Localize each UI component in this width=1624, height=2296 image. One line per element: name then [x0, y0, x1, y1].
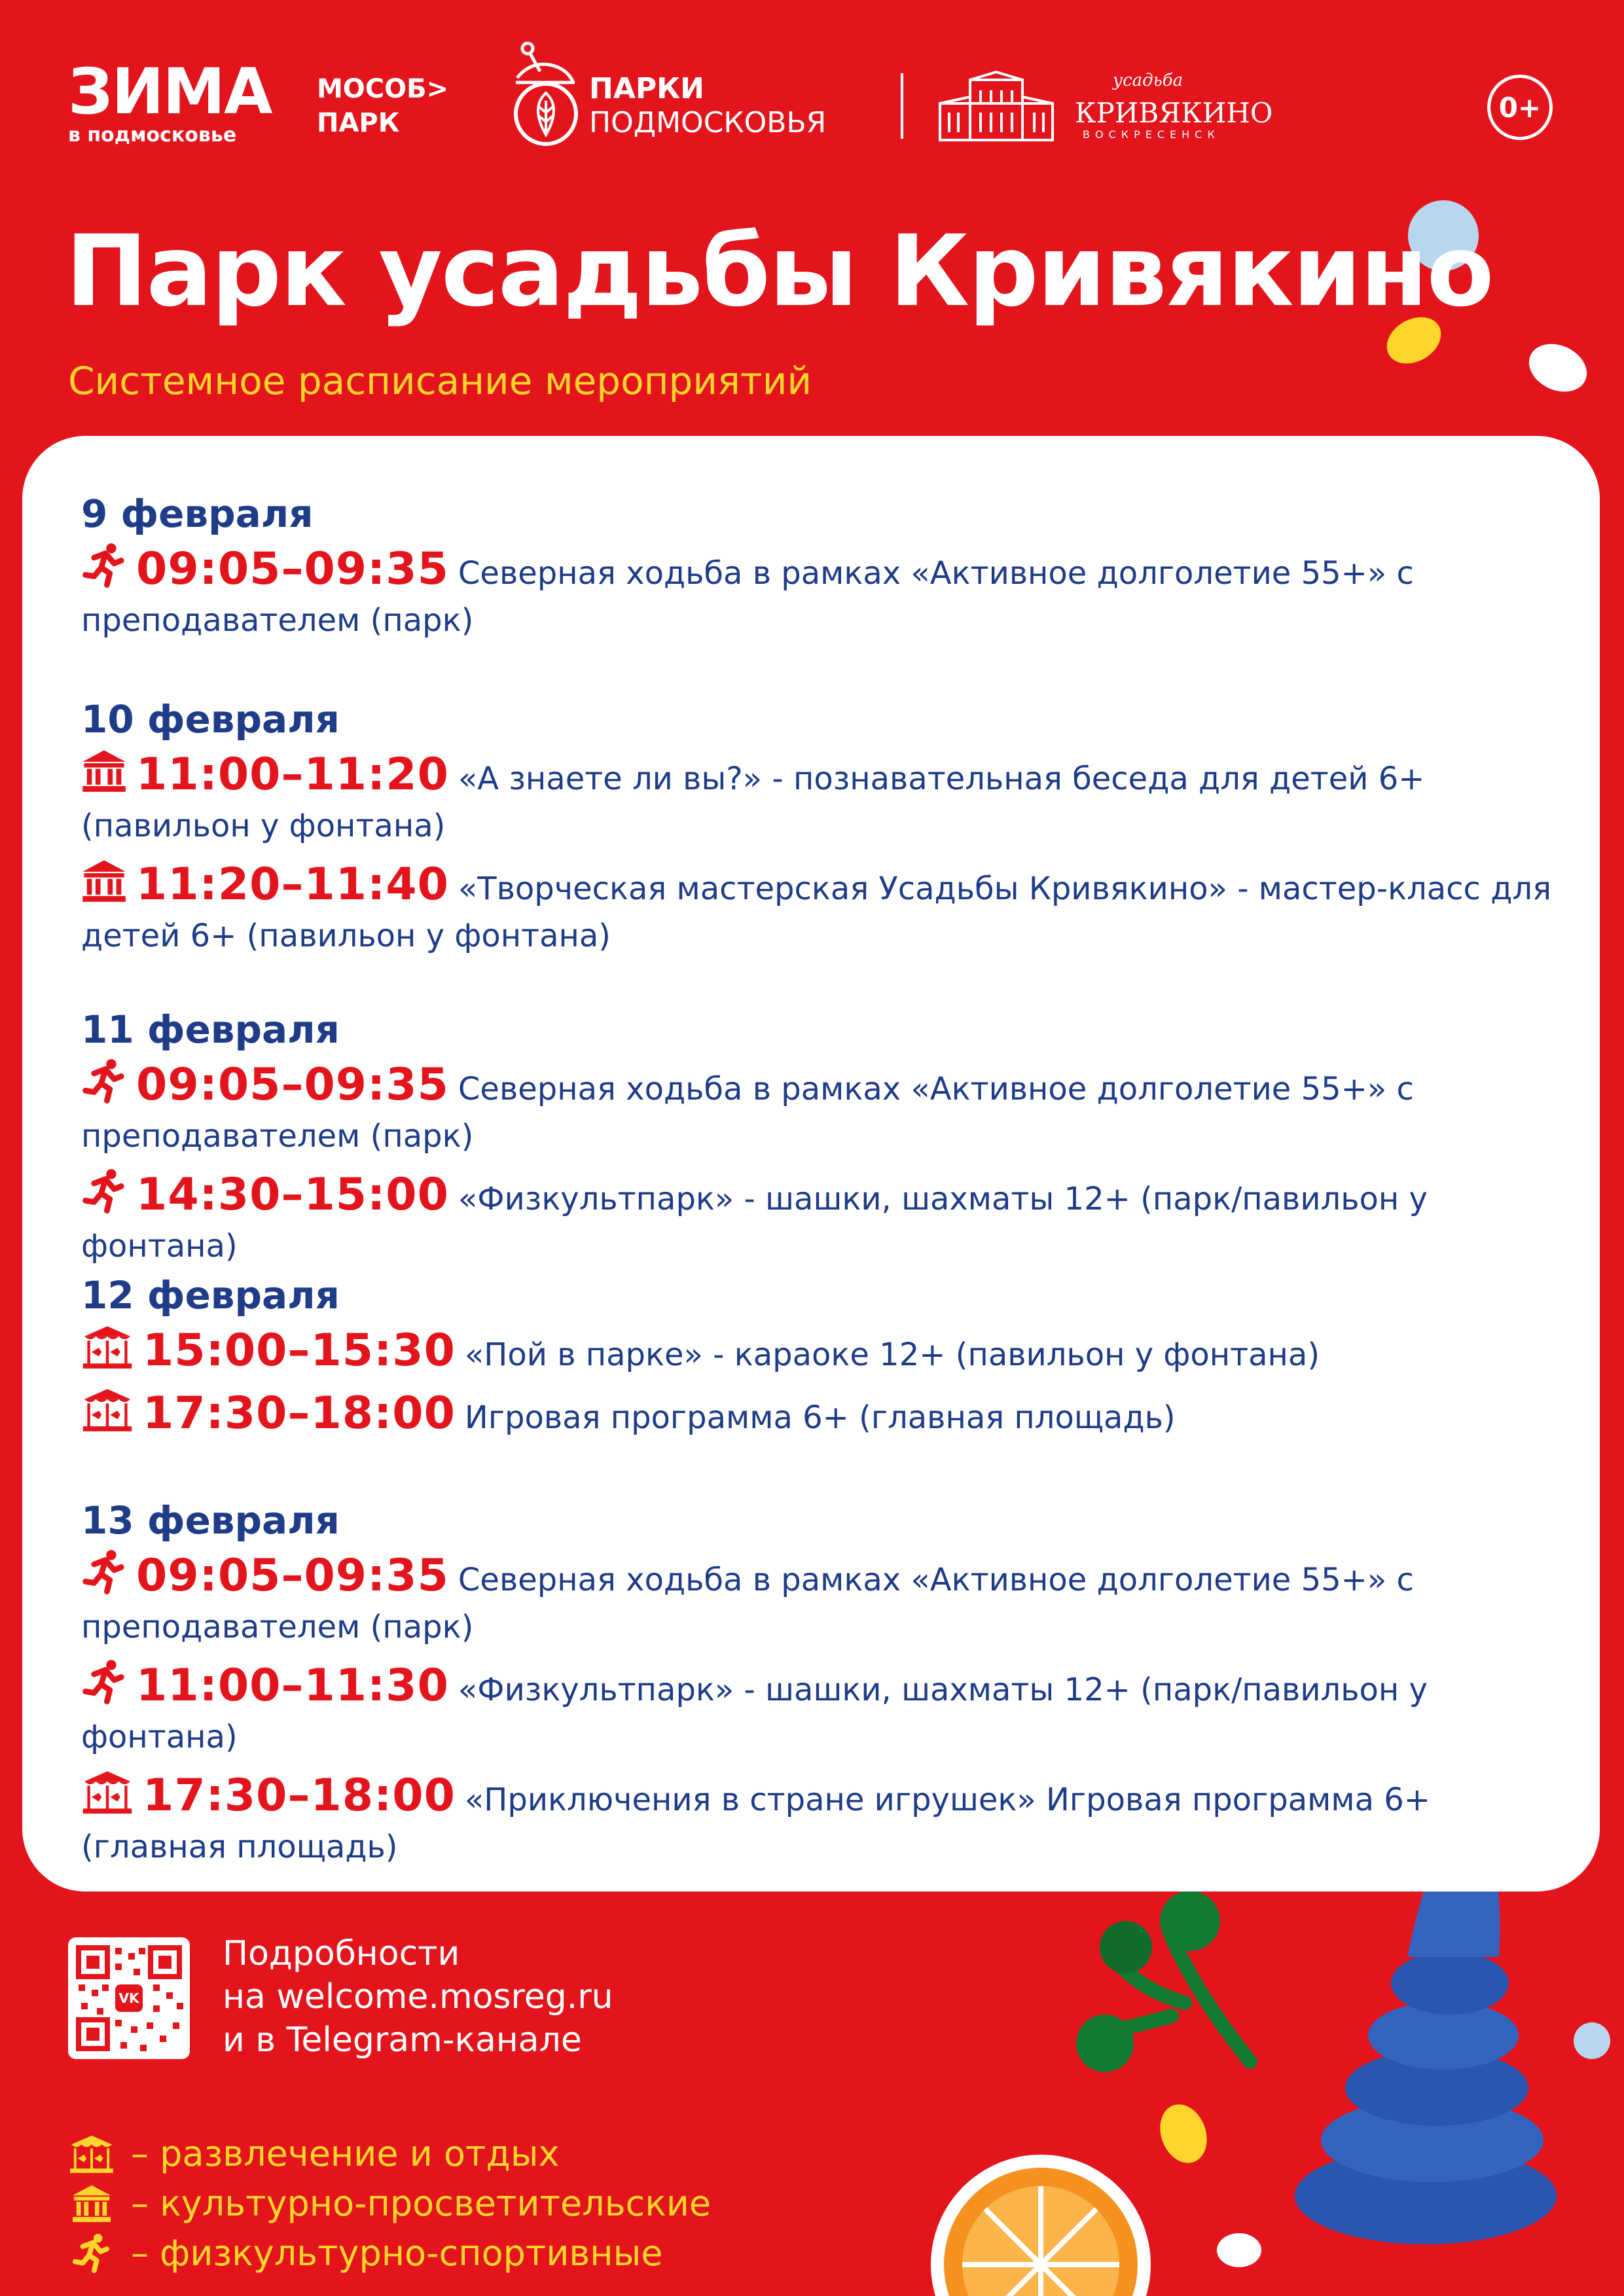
svg-text:VK: VK — [118, 1990, 139, 2006]
legend-item — [65, 2178, 711, 2228]
event-item — [81, 542, 1580, 644]
event-description: «А знаете ли вы?» - познавательная беседа для детей 6+ (павильон у фонтана) — [81, 761, 1425, 844]
info-link[interactable]: на welcome.mosreg.ru — [223, 1977, 613, 2017]
museum-icon — [81, 747, 127, 793]
info-line: Подробности — [223, 1934, 460, 1973]
zima-logo — [68, 55, 272, 147]
day-date: 11 февраля — [81, 1007, 340, 1052]
event-description: Северная ходьба в рамках «Активное долголетие 55+» с преподавателем (парк) — [81, 1562, 1414, 1645]
page-subtitle: Системное расписание мероприятий — [68, 359, 812, 403]
event-time: 14:30–15:00 — [136, 1169, 449, 1221]
light-blue-dot — [1574, 2022, 1610, 2059]
running-person-icon — [81, 1659, 127, 1704]
qr-code-pattern — [68, 1937, 190, 2059]
carousel-icon — [65, 2133, 118, 2174]
legend-label: – развлечение и отдых — [131, 2132, 560, 2174]
event-item — [81, 1323, 1580, 1378]
event-item — [81, 1768, 1580, 1871]
event-time: 17:30–18:00 — [143, 1770, 456, 1821]
mosoblpark-logo-line2: ПАРК — [317, 108, 400, 138]
legend-item — [65, 2128, 711, 2178]
event-time: 11:00–11:20 — [136, 749, 449, 800]
day-section — [81, 696, 1580, 967]
schedule-card — [22, 436, 1600, 1892]
legend-label: – культурно-просветительские — [131, 2182, 712, 2224]
event-description: «Физкультпарк» - шашки, шахматы 12+ (парк/павильон у фонтана) — [81, 1181, 1428, 1265]
day-date: 12 февраля — [81, 1273, 340, 1318]
manor-house-icon — [937, 71, 1055, 143]
page-title: Парк усадьбы Кривякино — [65, 215, 1493, 329]
zima-logo-title: ЗИМА — [68, 55, 272, 128]
event-time: 11:00–11:30 — [136, 1660, 449, 1712]
day-date: 9 февраля — [81, 492, 314, 536]
event-item — [81, 1058, 1580, 1160]
event-time: 09:05–09:35 — [136, 543, 449, 595]
carousel-icon — [81, 1386, 134, 1432]
leaf-hat-icon — [511, 42, 583, 147]
parks-podmoskovya-logo — [511, 42, 827, 149]
event-description: Северная ходьба в рамках «Активное долголетие 55+» с преподавателем (парк) — [81, 1071, 1414, 1155]
krivyakino-estate-logo — [937, 71, 1273, 145]
museum-icon — [81, 857, 127, 903]
estate-logo-script: усадьба — [1113, 71, 1183, 90]
event-description: «Приключения в стране игрушек» Игровая программа 6+ (главная площадь) — [81, 1782, 1430, 1865]
event-item — [81, 747, 1580, 850]
day-section — [81, 1498, 1580, 1878]
legend-label: – физкультурно-спортивные — [131, 2232, 663, 2274]
day-date: 13 февраля — [81, 1498, 340, 1543]
event-description: «Физкультпарк» - шашки, шахматы 12+ (парк/павильон у фонтана) — [81, 1672, 1428, 1755]
event-description: «Пой в парке» - караоке 12+ (павильон у фонтана) — [464, 1336, 1320, 1373]
event-time: 15:00–15:30 — [143, 1325, 456, 1376]
header-divider — [901, 73, 903, 139]
event-item — [81, 1659, 1580, 1761]
running-person-icon — [65, 2233, 118, 2273]
event-description: «Творческая мастерская Усадьбы Кривякино» - мастер-класс для детей 6+ (павильон у фонтана) — [81, 870, 1551, 954]
running-person-icon — [81, 1168, 127, 1213]
running-person-icon — [81, 542, 127, 588]
event-item — [81, 1386, 1580, 1441]
event-time: 11:20–11:40 — [136, 859, 449, 910]
carousel-icon — [81, 1323, 134, 1369]
event-description: Игровая программа 6+ (главная площадь) — [464, 1399, 1176, 1436]
age-rating-badge: 0+ — [1487, 75, 1553, 140]
day-section — [81, 1007, 1580, 1278]
legend-item — [65, 2228, 711, 2278]
day-date: 10 февраля — [81, 697, 340, 742]
white-dot — [1217, 2233, 1261, 2267]
qr-code[interactable] — [68, 1937, 190, 2059]
estate-logo-name: КРИВЯКИНО — [1075, 97, 1273, 129]
white-dot — [1521, 335, 1595, 401]
running-person-icon — [81, 1549, 127, 1594]
yellow-dot — [1152, 2098, 1214, 2170]
event-time: 09:05–09:35 — [136, 1059, 449, 1111]
legend — [65, 2128, 711, 2278]
event-item — [81, 1549, 1580, 1651]
zima-logo-subtitle: в подмосковье — [68, 124, 237, 147]
more-info-text — [223, 1932, 613, 2062]
event-item — [81, 857, 1580, 960]
parks-logo-line2: ПОДМОСКОВЬЯ — [589, 106, 827, 139]
event-time: 09:05–09:35 — [136, 1550, 449, 1602]
museum-icon — [65, 2183, 118, 2223]
mosoblpark-logo — [317, 72, 448, 140]
carousel-icon — [81, 1768, 134, 1814]
parks-logo-line1: ПАРКИ — [589, 72, 704, 105]
day-section — [81, 1272, 1580, 1449]
berry-branch-decoration — [1076, 1891, 1250, 2072]
event-description: Северная ходьба в рамках «Активное долголетие 55+» с преподавателем (парк) — [81, 555, 1414, 639]
event-item — [81, 1168, 1580, 1270]
estate-logo-city: ВОСКРЕСЕНСК — [1083, 128, 1220, 141]
orange-slice-decoration — [931, 2155, 1151, 2296]
mosoblpark-logo-line1: МОСОБ> — [317, 74, 449, 104]
day-section — [81, 491, 1580, 652]
event-time: 17:30–18:00 — [143, 1388, 456, 1439]
running-person-icon — [81, 1058, 127, 1103]
info-line: и в Telegram-канале — [223, 2020, 582, 2060]
